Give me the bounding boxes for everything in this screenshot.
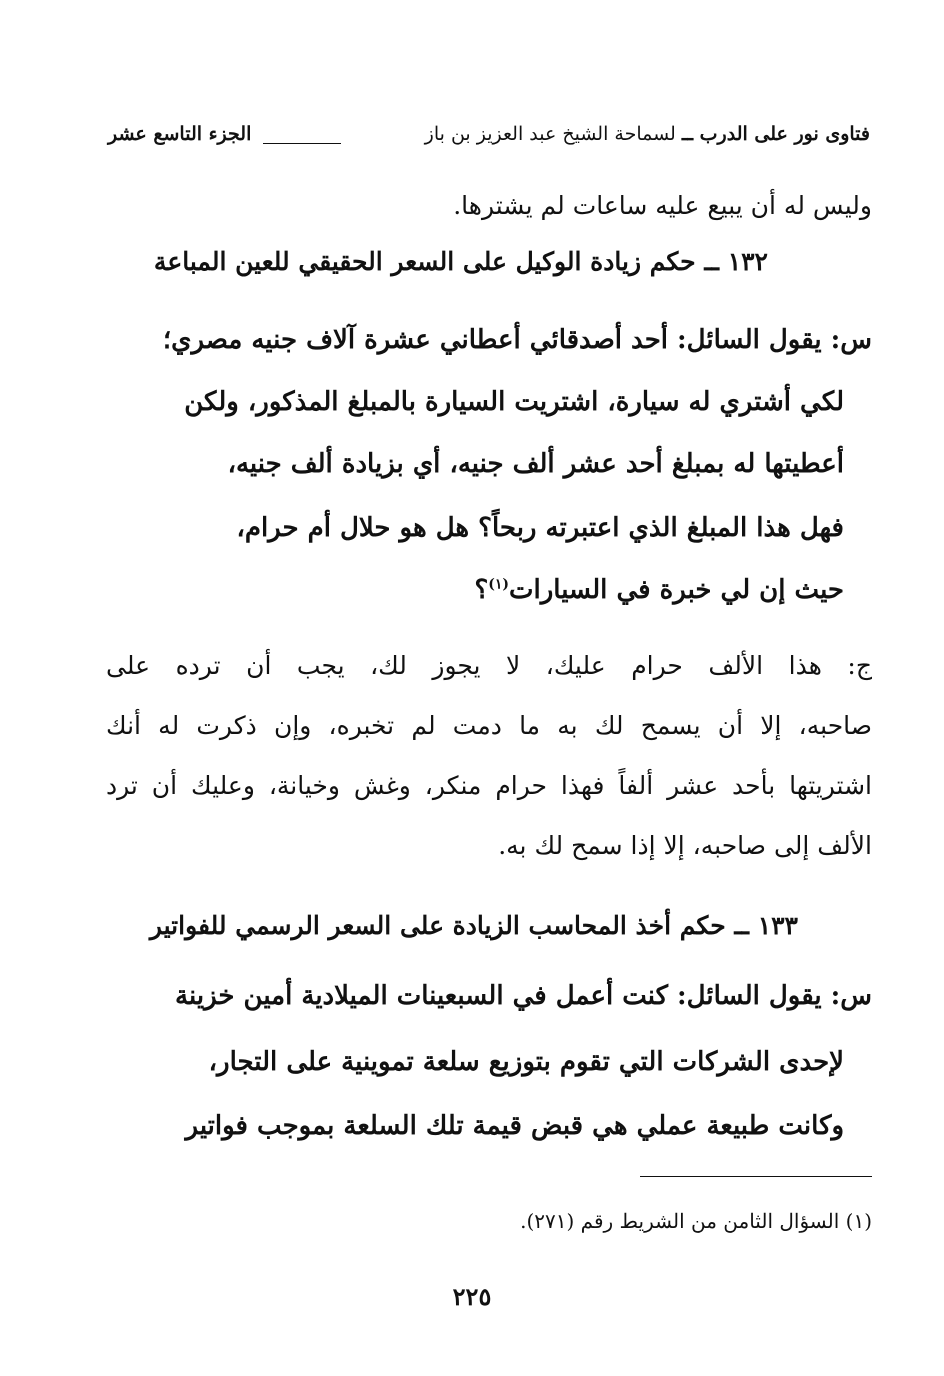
continuation-text: وليس له أن يبيع عليه ساعات لم يشترها. (453, 191, 872, 220)
header-title: فتاوى نور على الدرب ــ (681, 123, 870, 145)
section-heading-132: ١٣٢ ــ حكم زيادة الوكيل على السعر الحقيقي للعين المباعة (153, 247, 768, 276)
question-line: س: يقول السائل: كنت أعمل في السبعينات الميلادية أمين خزينة (175, 981, 872, 1011)
answer-line: اشتريتها بأحد عشر ألفاً فهذا حرام منكر، وغش وخيانة، وعليك أن ترد (106, 771, 872, 800)
footnote-marker: (١) (488, 576, 510, 593)
header-part-wrap (108, 123, 347, 145)
header-part: الجزء التاسع عشر (108, 123, 252, 145)
answer-line: الألف إلى صاحبه، إلا إذا سمح لك به. (498, 831, 872, 860)
question-line-text: حيث إن لي خبرة في السيارات (509, 575, 844, 605)
header-author: لسماحة الشيخ عبد العزيز بن باز (424, 123, 676, 145)
question-line: وكانت طبيعة عملي هي قبض قيمة تلك السلعة بموجب فواتير (185, 1111, 844, 1141)
question-line: لإحدى الشركات التي تقوم بتوزيع سلعة تموينية على التجار، (208, 1047, 844, 1077)
question-line: لكي أشتري له سيارة، اشتريت السيارة بالمبلغ المذكور، ولكن (184, 387, 844, 417)
footnote-separator (640, 1176, 872, 1177)
answer-line: صاحبه، إلا أن يسمح لك به ما دمت لم تخبره، وإن ذكرت له أنك (106, 711, 872, 740)
answer-line: ج: هذا الألف حرام عليك، لا يجوز لك، يجب أن ترده على (106, 651, 872, 680)
question-line-last (104, 570, 844, 610)
running-header (108, 116, 870, 152)
page-number: ٢٢٥ (452, 1282, 492, 1311)
question-line: س: يقول السائل: أحد أصدقائي أعطاني عشرة آلاف جنيه مصري؛ (162, 325, 872, 355)
question-end-mark: ؟ (474, 575, 489, 605)
question-line: فهل هذا المبلغ الذي اعتبرته ربحاً؟ هل هو حلال أم حرام، (236, 513, 844, 543)
section-heading-133: ١٣٣ ــ حكم أخذ المحاسب الزيادة على السعر الرسمي للفواتير (149, 911, 798, 940)
header-dash-rule (263, 143, 341, 144)
header-book-title (425, 123, 870, 145)
question-line: أعطيتها له بمبلغ أحد عشر ألف جنيه، أي بزيادة ألف جنيه، (227, 449, 844, 479)
footnote-text: (١) السؤال الثامن من الشريط رقم (٢٧١). (520, 1209, 872, 1233)
